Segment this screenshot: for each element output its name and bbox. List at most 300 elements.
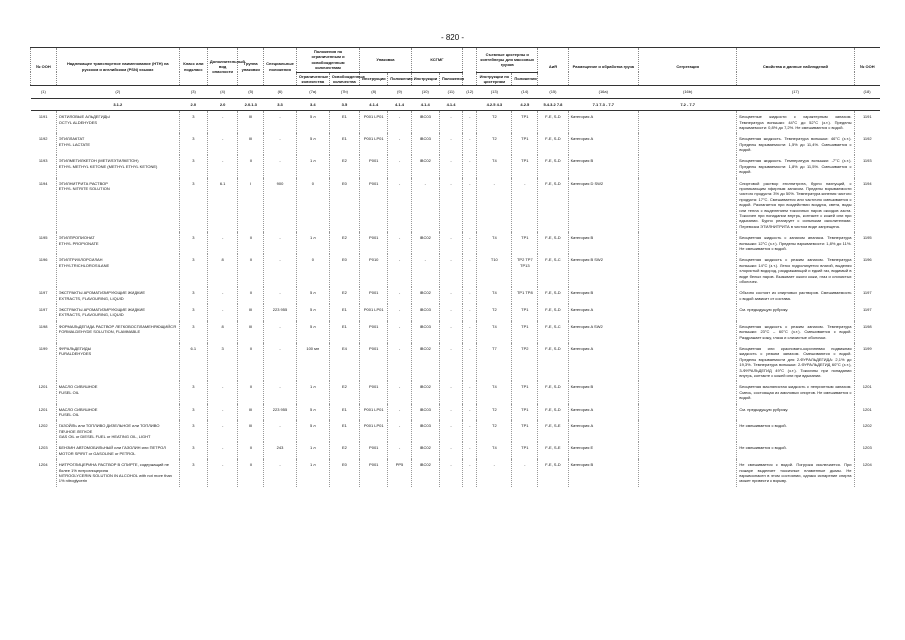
cell-stow: Категория B SW2	[568, 254, 638, 287]
table-row	[31, 304, 881, 321]
cell-tp: TP1	[512, 381, 538, 403]
name-english: ETHYLTRICHLOROSILANE	[58, 262, 110, 268]
cell-sub: -	[207, 155, 237, 177]
column-reference: 4.1.4	[388, 98, 411, 110]
cell-sp: -	[264, 381, 297, 403]
cell-ibcp: -	[439, 381, 462, 403]
cell-pp: -	[388, 442, 411, 459]
cell-sub: -	[207, 111, 237, 134]
cell-pp: -	[388, 287, 411, 304]
cell-un: 1204	[38, 462, 48, 468]
cell-c12: -	[463, 178, 477, 233]
cell-ems: F-E, S-D	[538, 459, 568, 487]
cell-un: 1194	[38, 180, 48, 186]
cell-ems: F-E, S-C	[538, 321, 568, 343]
subcol-pack-instructions: Инструкции	[360, 72, 388, 86]
cell-cls: 3	[179, 133, 207, 155]
cell-eq: E1	[329, 420, 359, 442]
cell-un: 1203	[38, 445, 48, 451]
col-subsidiary: Дополнительный вид опасности	[207, 48, 237, 86]
cell-ems: F-E, S-D	[538, 155, 568, 177]
cell-ibc: IBC03	[411, 420, 439, 442]
cell-pack: P001	[360, 343, 388, 381]
cell-pack: P001	[360, 459, 388, 487]
cell-eq: E1	[329, 321, 359, 343]
cell-un2: 1201	[854, 404, 880, 421]
cell-tank: -	[477, 178, 512, 233]
cell-ibc: IBC02	[411, 442, 439, 459]
subcol-tank-provisions: Положения	[512, 72, 538, 86]
cell-c12: -	[463, 343, 477, 381]
col-class: Класс или подкласс	[179, 48, 207, 86]
cell-tank: T4	[477, 155, 512, 177]
cell-lq: 5 л	[296, 404, 329, 421]
cell-un2: 1198	[854, 321, 880, 343]
col-pg: Группа упаковки	[238, 48, 264, 86]
cell-props: Бесцветная жидкость с резким запахом. Температура вспышки: 23°C – 60°C (з.т.). Смешивается с водой. Раздражает кожу, глаза и слизистые оболочки.	[737, 321, 854, 343]
column-number: (7a)	[309, 89, 317, 95]
col-ibc: КСГМГ	[411, 48, 463, 73]
name-russian: ОКТИЛОВЫЕ АЛЬДЕГИДЫ	[58, 114, 110, 120]
subcol-ibc-provisions: Положения	[439, 72, 462, 86]
cell-lq: 5 л	[296, 111, 329, 134]
cell-tank: T2	[477, 420, 512, 442]
cell-un: 1201	[38, 406, 48, 412]
cell-ibc: IBC02	[411, 155, 439, 177]
cell-tp: TP1	[512, 420, 538, 442]
cell-cls: 6.1	[179, 343, 207, 381]
col-stowage: Размещение и обработка груза	[568, 48, 638, 86]
cell-cls: 3	[179, 459, 207, 487]
cell-pack: P001 LP01	[360, 133, 388, 155]
cell-c12: -	[463, 321, 477, 343]
cell-shipping-name	[56, 420, 179, 442]
cell-ibc: IBC02	[411, 459, 439, 487]
column-number: (2)	[115, 89, 121, 95]
cell-un2: 1194	[854, 178, 880, 233]
cell-ems: F-E, S-D	[538, 343, 568, 381]
name-russian: ЭТИЛПРОПИОНАТ	[58, 235, 95, 241]
cell-un: 1191	[38, 114, 48, 120]
cell-tp: TP1 TP8	[512, 287, 538, 304]
cell-stow: Категория A	[568, 111, 638, 134]
cell-props: Бесцветные жидкости с характерным запахом. Температура вспышки: 44°C до 52°C (з.т.). Пределы взрываемости: 0,8% до 7,2%. Не смешиваются с водой.	[737, 111, 854, 134]
column-number: (1)	[40, 89, 46, 95]
cell-sp: 223 955	[264, 304, 297, 321]
cell-sub: -	[207, 442, 237, 459]
name-russian: ЭТИЛНИТРИТА РАСТВОР	[58, 180, 108, 186]
cell-sp: -	[264, 459, 297, 487]
cell-pg: III	[238, 404, 264, 421]
cell-sub: -	[207, 287, 237, 304]
col-tanks: Съемные цистерны и контейнеры для массовых грузов	[477, 48, 538, 73]
cell-shipping-name	[56, 304, 179, 321]
cell-props: Не смешивается с водой.	[737, 442, 854, 459]
cell-pg: II	[238, 381, 264, 403]
cell-sp: -	[264, 420, 297, 442]
cell-un2: 1196	[854, 254, 880, 287]
cell-pp: -	[388, 178, 411, 233]
name-english: ETHYL METHYL KETONE (METHYL ETHYL KETONE)	[58, 163, 158, 169]
cell-c12: -	[463, 442, 477, 459]
cell-tank: T2	[477, 404, 512, 421]
cell-pp: -	[388, 404, 411, 421]
subcol-limited: Ограниченные количества	[296, 72, 329, 86]
cell-pg: II	[238, 232, 264, 254]
cell-stow: Категория A	[568, 304, 638, 321]
cell-sp: 900	[264, 178, 297, 233]
cell-sub: -	[207, 404, 237, 421]
cell-props: См. предыдущую рубрику.	[737, 304, 854, 321]
cell-c12: -	[463, 133, 477, 155]
cell-ibc: IBC03	[411, 304, 439, 321]
cell-tp: TP1	[512, 111, 538, 134]
cell-ibcp: -	[439, 111, 462, 134]
name-russian: МАСЛО СИВУШНОЕ	[58, 406, 98, 412]
column-reference	[31, 98, 57, 110]
column-reference: 5.4.3.2 7.8	[538, 98, 568, 110]
name-russian: ЭТИЛЛАКТАТ	[58, 136, 85, 142]
cell-ibcp: -	[439, 133, 462, 155]
cell-lq: 0	[296, 178, 329, 233]
cell-props: Не смешивается с водой.	[737, 420, 854, 442]
name-english: GAS OIL or DIESEL FUEL or HEATING OIL, LIGHT	[58, 434, 151, 440]
cell-stow: Категория A SW2	[568, 321, 638, 343]
cell-pack: P001 LP01	[360, 404, 388, 421]
table-row	[31, 111, 881, 134]
cell-stow: Категория B	[568, 232, 638, 254]
cell-sub: -	[207, 459, 237, 487]
cell-ems: F-E, S-E	[538, 420, 568, 442]
cell-shipping-name	[56, 111, 179, 134]
cell-sp: -	[264, 155, 297, 177]
column-number: (10)	[421, 89, 429, 95]
table-row	[31, 442, 881, 459]
cell-tank: T7	[477, 343, 512, 381]
cell-ibcp: -	[439, 442, 462, 459]
cell-ibc: IBC02	[411, 381, 439, 403]
cell-un2: 1197	[854, 287, 880, 304]
cell-pg: II	[238, 459, 264, 487]
cell-sp: 243	[264, 442, 297, 459]
cell-pg: III	[238, 321, 264, 343]
references-row	[31, 98, 881, 110]
cell-tp: TP1	[512, 155, 538, 177]
cell-ibcp: -	[439, 321, 462, 343]
col-segregation: Сегрегация	[638, 48, 736, 86]
cell-cls: 3	[179, 287, 207, 304]
name-russian: МАСЛО СИВУШНОЕ	[58, 384, 98, 390]
col-12	[463, 48, 477, 86]
column-reference: 4.2.5	[512, 98, 538, 110]
cell-cls: 3	[179, 442, 207, 459]
cell-props: Бесцветная маслянистая жидкость с неприятным запахом. Смесь, состоящая из амиловых спиртов. Не смешивается с водой.	[737, 381, 854, 403]
column-number: (7b)	[340, 89, 348, 95]
cell-ems: F-E, S-D	[538, 304, 568, 321]
cell-shipping-name	[56, 254, 179, 287]
cell-pp: -	[388, 304, 411, 321]
cell-pg: II	[238, 442, 264, 459]
table-row	[31, 321, 881, 343]
cell-shipping-name	[56, 155, 179, 177]
cell-tank: -	[477, 459, 512, 487]
col-un: № ООН	[31, 48, 57, 86]
cell-seg	[638, 155, 736, 177]
cell-ibcp: -	[439, 155, 462, 177]
table-row	[31, 155, 881, 177]
cell-ems: F-E, S-D	[538, 232, 568, 254]
cell-pg: III	[238, 133, 264, 155]
cell-tp: -	[512, 459, 538, 487]
cell-pg: II	[238, 155, 264, 177]
cell-seg	[638, 381, 736, 403]
cell-c12: -	[463, 404, 477, 421]
cell-un: 1192	[38, 136, 48, 142]
cell-seg	[638, 442, 736, 459]
cell-c12: -	[463, 287, 477, 304]
column-reference: 2.0	[179, 98, 207, 110]
cell-pg: III	[238, 304, 264, 321]
cell-eq: E1	[329, 304, 359, 321]
cell-sub: 8	[207, 254, 237, 287]
cell-pack: P001 LP01	[360, 420, 388, 442]
cell-eq: E0	[329, 254, 359, 287]
column-reference: 4.1.4	[439, 98, 462, 110]
cell-eq: E1	[329, 133, 359, 155]
cell-seg	[638, 459, 736, 487]
name-russian: НИТРОГЛИЦЕРИНА РАСТВОР В СПИРТЕ, содержащий не более 1% нитроглицерина	[58, 462, 169, 473]
cell-un: 1197	[38, 307, 48, 313]
column-number: (6)	[277, 89, 283, 95]
cell-ibcp: -	[439, 459, 462, 487]
cell-ibc: IBC02	[411, 287, 439, 304]
cell-tank: T4	[477, 287, 512, 304]
column-number: (5)	[248, 89, 254, 95]
dangerous-goods-table	[30, 47, 880, 487]
cell-eq: E0	[329, 178, 359, 233]
column-number: (16b)	[682, 89, 693, 95]
cell-seg	[638, 404, 736, 421]
cell-seg	[638, 254, 736, 287]
cell-lq: 100 мл	[296, 343, 329, 381]
cell-un: 1197	[38, 290, 48, 296]
col-special: Специальные положения	[264, 48, 297, 86]
column-reference: 3.5	[329, 98, 359, 110]
cell-seg	[638, 304, 736, 321]
cell-lq: 5 л	[296, 287, 329, 304]
cell-c12: -	[463, 420, 477, 442]
cell-stow: Категория B	[568, 381, 638, 403]
name-english: EXTRACTS, FLAVOURING, LIQUID	[58, 312, 124, 318]
cell-tank: T2	[477, 111, 512, 134]
cell-tank: T4	[477, 321, 512, 343]
column-reference	[463, 98, 477, 110]
cell-stow: Категория A	[568, 343, 638, 381]
cell-lq: 5 л	[296, 304, 329, 321]
cell-props: См. предыдущую рубрику.	[737, 404, 854, 421]
column-reference: 4.1.4	[411, 98, 439, 110]
cell-stow: Категория B	[568, 459, 638, 487]
cell-tp: TP1	[512, 304, 538, 321]
cell-stow: Категория B	[568, 287, 638, 304]
table-row	[31, 178, 881, 233]
cell-pack: P010	[360, 254, 388, 287]
cell-tank: T4	[477, 442, 512, 459]
cell-un2: 1199	[854, 343, 880, 381]
cell-tank: T2	[477, 304, 512, 321]
cell-ems: F-E, S-D	[538, 404, 568, 421]
cell-pg: II	[238, 287, 264, 304]
cell-tank: T2	[477, 133, 512, 155]
cell-stow: Категория E	[568, 442, 638, 459]
cell-ibcp: -	[439, 304, 462, 321]
cell-cls: 3	[179, 178, 207, 233]
cell-pg: III	[238, 111, 264, 134]
cell-c12: -	[463, 304, 477, 321]
column-number: (3)	[190, 89, 196, 95]
cell-pack: P001	[360, 381, 388, 403]
cell-eq: E2	[329, 442, 359, 459]
cell-c12: -	[463, 459, 477, 487]
cell-un2: 1203	[854, 442, 880, 459]
cell-ems: F-E, S-D	[538, 287, 568, 304]
column-number: (16a)	[598, 89, 608, 95]
cell-ibcp: -	[439, 254, 462, 287]
subcol-tank-instructions: Инструкции по цистернам	[477, 72, 512, 86]
cell-ems: F-E, S-C	[538, 254, 568, 287]
cell-sp: -	[264, 321, 297, 343]
cell-ibcp: -	[439, 287, 462, 304]
cell-tp: TP1	[512, 232, 538, 254]
table-body	[31, 111, 881, 487]
cell-pp: -	[388, 254, 411, 287]
cell-tank: T10	[477, 254, 512, 287]
col-psn: Надлежащее транспортное наименование (НТН) на русском и английском (PSN) языках	[56, 48, 179, 86]
subcol-ibc-instructions: Инструкции	[411, 72, 439, 86]
cell-un2: 1202	[854, 420, 880, 442]
cell-pack: P001 LP01	[360, 304, 388, 321]
cell-un2: 1197	[854, 304, 880, 321]
cell-pg: II	[238, 343, 264, 381]
cell-sub: 3	[207, 343, 237, 381]
col-limited-excepted: Положения по ограниченным и освобожденным количествам	[296, 48, 359, 73]
cell-tp: -	[512, 178, 538, 233]
cell-sp: -	[264, 343, 297, 381]
table-header	[31, 48, 881, 111]
cell-cls: 3	[179, 254, 207, 287]
column-reference: 7.2 - 7.7	[638, 98, 736, 110]
name-russian: ЭТИЛМЕТИЛКЕТОН (МЕТИЛЭТИЛКЕТОН)	[58, 158, 139, 164]
cell-cls: 3	[179, 304, 207, 321]
cell-pack: P001	[360, 321, 388, 343]
column-reference: 4.2.5 4.3	[477, 98, 512, 110]
cell-un: 1198	[38, 323, 48, 329]
cell-un2: 1191	[854, 111, 880, 134]
cell-tank: T4	[477, 232, 512, 254]
cell-stow: Категория A	[568, 404, 638, 421]
table-row	[31, 343, 881, 381]
name-russian: ФУРАЛЬДЕГИДЫ	[58, 346, 92, 352]
column-reference: 7.1 7.3 - 7.7	[568, 98, 638, 110]
cell-shipping-name	[56, 442, 179, 459]
cell-pp: -	[388, 232, 411, 254]
cell-props: Обычно состоят из спиртовых растворов. Смешиваемость с водой зависит от состава.	[737, 287, 854, 304]
column-number: (18)	[863, 89, 871, 95]
cell-pack: P001	[360, 287, 388, 304]
cell-lq: 1 л	[296, 232, 329, 254]
cell-lq: 1 л	[296, 459, 329, 487]
cell-un: 1201	[38, 384, 48, 390]
cell-pp: -	[388, 111, 411, 134]
cell-shipping-name	[56, 381, 179, 403]
column-reference: 2.0	[207, 98, 237, 110]
name-russian: ГАЗОЙЛЬ или ТОПЛИВО ДИЗЕЛЬНОЕ или ТОПЛИВО ПЕЧНОЕ ЛЕГКОЕ	[58, 423, 160, 434]
cell-lq: 1 л	[296, 442, 329, 459]
cell-un2: 1195	[854, 232, 880, 254]
subcol-pack-provisions: Положения	[388, 72, 411, 86]
cell-props: Бесцветная жидкость. Температура вспышки: 46°C (з.т.). Пределы взрываемости: 1,5% до 11,4%. Смешивается с водой.	[737, 133, 854, 155]
col-properties: Свойства и данные наблюдений	[737, 48, 854, 86]
cell-tp: TP1	[512, 321, 538, 343]
cell-ibc: IBC03	[411, 321, 439, 343]
cell-pg: I	[238, 178, 264, 233]
column-reference: 3.1.2	[56, 98, 179, 110]
page-number: - 820 -	[440, 33, 465, 42]
cell-sub: -	[207, 232, 237, 254]
column-reference: 3.4	[296, 98, 329, 110]
cell-pp: PP5	[388, 459, 411, 487]
cell-pg: III	[238, 420, 264, 442]
cell-cls: 3	[179, 111, 207, 134]
cell-seg	[638, 287, 736, 304]
cell-eq: E2	[329, 381, 359, 403]
cell-shipping-name	[56, 178, 179, 233]
cell-un2: 1192	[854, 133, 880, 155]
name-english: FUSEL OIL	[58, 389, 80, 395]
cell-tp: TP2	[512, 343, 538, 381]
cell-pp: -	[388, 343, 411, 381]
cell-cls: 3	[179, 321, 207, 343]
cell-un: 1195	[38, 235, 48, 241]
name-english: EXTRACTS, FLAVOURING, LIQUID	[58, 295, 124, 301]
cell-stow: Категория A	[568, 420, 638, 442]
cell-pg: II	[238, 254, 264, 287]
column-number: (4)	[220, 89, 226, 95]
cell-eq: E0	[329, 459, 359, 487]
cell-ibcp: -	[439, 232, 462, 254]
cell-c12: -	[463, 111, 477, 134]
column-reference: 4.1.4	[360, 98, 388, 110]
cell-sub: -	[207, 133, 237, 155]
name-english: ETHYL NITRITE SOLUTION	[58, 186, 110, 192]
cell-props: Бесцветная жидкость. Температура вспышки: -7°C (з.т.). Пределы взрываемости: 1,8% до 11,5%. Смешивается с водой.	[737, 155, 854, 177]
cell-sp: 223 955	[264, 404, 297, 421]
cell-eq: E2	[329, 287, 359, 304]
cell-un: 1202	[38, 423, 48, 429]
cell-ems: F-E, S-E	[538, 442, 568, 459]
column-reference	[737, 98, 854, 110]
cell-shipping-name	[56, 287, 179, 304]
cell-props: Бесцветная жидкость с запахом ананаса. Температура вспышки: 12°C (з.т.). Пределы взрываемости: 1,8% до 11%. Не смешивается с водой.	[737, 232, 854, 254]
cell-pack: P001 LP01	[360, 111, 388, 134]
cell-sp: -	[264, 133, 297, 155]
cell-ems: F-E, S-D	[538, 111, 568, 134]
cell-sub: 6.1	[207, 178, 237, 233]
cell-tank: T4	[477, 381, 512, 403]
table-row	[31, 287, 881, 304]
cell-pp: -	[388, 420, 411, 442]
cell-lq: 1 л	[296, 381, 329, 403]
